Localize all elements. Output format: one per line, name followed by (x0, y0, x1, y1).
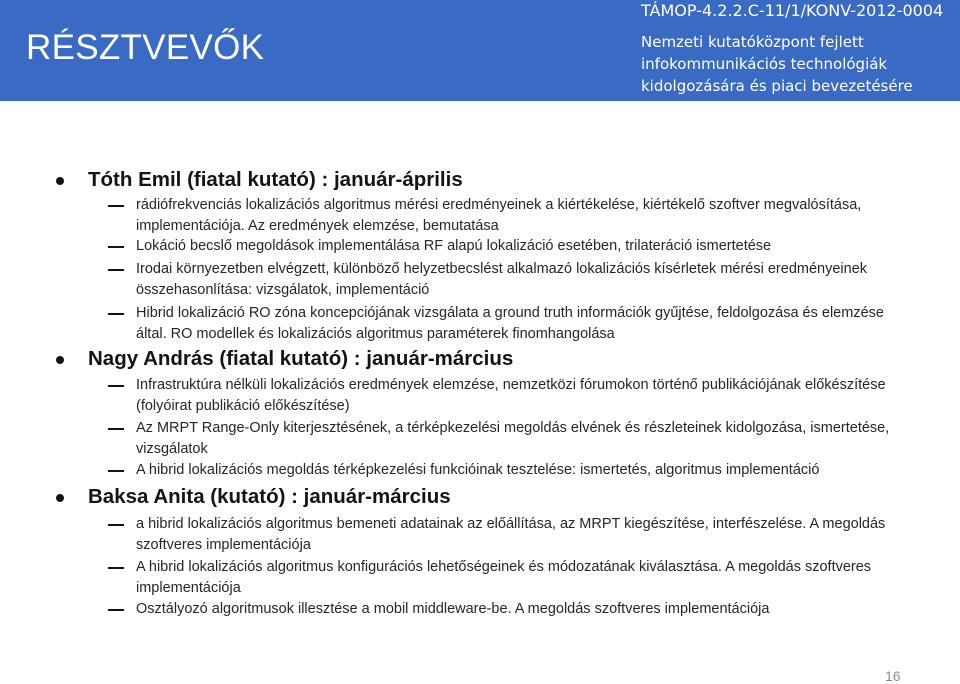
task-item: rádiófrekvenciás lokalizációs algoritmus mérési eredményeinek a kiértékelése, kiértékelő szoftver megvalósítása, implementációja. Az eredmények elemzése, bemutatása (136, 197, 862, 234)
slide-title: RÉSZTVEVŐK (26, 28, 265, 67)
task-item: Az MRPT Range-Only kiterjesztésének, a térképkezelési megoldás elvének és részleteinek kidolgozása, ismertetése, vizsgálatok (136, 420, 890, 457)
person-heading: Nagy András (fiatal kutató) : január-március (88, 347, 514, 370)
dash-icon (108, 205, 124, 207)
dash-icon (108, 313, 124, 315)
dash-icon (108, 567, 124, 569)
person-heading: Baksa Anita (kutató) : január-március (88, 485, 451, 508)
task-item: Osztályozó algoritmusok illesztése a mobil middleware-be. A megoldás szoftveres implementációja (136, 601, 770, 617)
bullet-icon (56, 494, 64, 502)
subtitle-line: infokommunikációs technológiák (641, 55, 888, 73)
page-number: 16 (885, 668, 901, 684)
task-item: Lokáció becslő megoldások implementálása RF alapú lokalizáció esetében, trilateráció ismertetése (136, 238, 772, 254)
project-code: TÁMOP-4.2.2.C-11/1/KONV-2012-0004 (641, 1, 944, 20)
task-item: Irodai környezetben elvégzett, különböző helyzetbecslést alkalmazó lokalizációs kísérletek mérési eredményeinek összehasonlítása: vizsgálatok, implementáció (136, 261, 868, 298)
person-heading: Tóth Emil (fiatal kutató) : január-április (88, 168, 463, 191)
dash-icon (108, 428, 124, 430)
bullet-icon (56, 177, 64, 185)
bullet-icon (56, 356, 64, 364)
dash-icon (108, 470, 124, 472)
subtitle-line: kidolgozására és piaci bevezetésére (641, 77, 913, 95)
task-item: Hibrid lokalizáció RO zóna koncepciójának vizsgálata a ground truth információk gyűjtése, feldolgozása és elemzése által. RO modellek és lokalizációs algoritmus paraméterek finomhangolása (136, 305, 884, 342)
task-item: A hibrid lokalizációs megoldás térképkezelési funkcióinak tesztelése: ismertetés, algoritmus implementáció (136, 462, 820, 478)
dash-icon (108, 269, 124, 271)
task-item: A hibrid lokalizációs algoritmus konfigurációs lehetőségeinek és módozatának kiválasztása. A megoldás szoftveres implementációja (136, 559, 872, 596)
dash-icon (108, 524, 124, 526)
task-item: a hibrid lokalizációs algoritmus bemeneti adatainak az előállítása, az MRPT kiegészítése, interfészelése. A megoldás szoftveres implementációja (136, 516, 886, 553)
dash-icon (108, 246, 124, 248)
task-item: Infrastruktúra nélküli lokalizációs eredmények elemzése, nemzetközi fórumokon történő publikációjának előkészítése (folyóirat publikáció előkészítése) (136, 377, 886, 414)
subtitle-line: Nemzeti kutatóközpont fejlett (641, 33, 864, 51)
dash-icon (108, 385, 124, 387)
dash-icon (108, 609, 124, 611)
